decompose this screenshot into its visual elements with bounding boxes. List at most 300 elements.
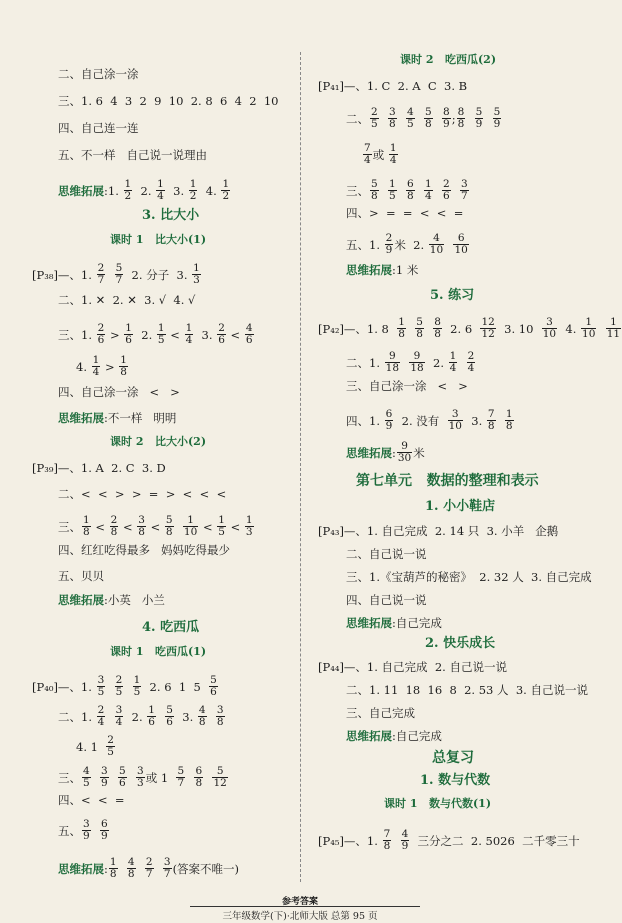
fraction [106,735,115,758]
numerator: 8 [443,106,450,118]
answer-text: 4. [76,359,91,374]
denominator: 6 [443,190,450,202]
fraction [156,179,165,202]
answer-line [346,179,470,202]
answer-text: [P₄₄]—、1. 自己完成 2. 自己说一说 [318,660,507,674]
fraction [165,705,174,728]
numerator: 1 [92,354,100,366]
answer-line [58,793,125,807]
answer-text: 五、 [58,823,81,838]
fraction [453,233,468,256]
denominator: 8 [109,868,117,880]
answer-text [452,184,459,198]
denominator: 9 [401,840,409,852]
fraction [424,179,433,202]
denominator: 9 [101,830,108,842]
denominator: 4 [467,362,475,374]
numerator: 3 [83,818,90,830]
numerator: 1 [449,350,457,362]
answer-text: > [106,327,124,342]
answer-line [346,683,588,697]
answer-line [346,441,425,464]
fraction [115,675,124,698]
numerator: 1 [185,322,193,334]
fraction [137,515,146,538]
numerator: 2 [97,262,105,274]
answer-text [445,238,452,252]
denominator: 18 [385,362,400,374]
answer-line [346,409,515,432]
answer-line [346,616,442,630]
denominator: 10 [183,526,198,538]
numerator: 5 [371,178,378,190]
numerator: 8 [457,106,465,118]
answer-text [175,520,182,534]
footer-rule [190,906,420,907]
answer-text [92,771,99,785]
answer-text: 5. 练习 [430,288,475,303]
answer-text [186,771,193,785]
fraction [409,351,424,374]
answer-text: < [226,327,244,342]
extension-label: 思维拓展 [346,616,392,630]
denominator: 9 [475,118,483,130]
answer-line [32,675,219,698]
answer-text: 2. 6 [442,321,480,336]
numerator: 3 [97,674,105,686]
answer-text [119,862,126,876]
answer-text: 二、自己涂一涂 [58,67,139,81]
answer-text [458,356,465,370]
answer-text [416,184,423,198]
answer-text: 4. [198,183,221,198]
fraction [97,675,106,698]
answer-text: 二、1. ✕ 2. ✕ 3. √ 4. √ [58,293,196,307]
extension-label: 思维拓展 [58,183,104,198]
denominator: 8 [195,777,203,789]
answer-text: :小英 小兰 [104,593,165,607]
answer-text: 3. 10 [496,321,541,336]
denominator: 4 [157,190,164,202]
answer-text: 二、1. [346,355,384,370]
fraction [433,317,442,340]
answer-text [392,834,399,848]
denominator: 5 [97,686,105,698]
numerator: 6 [101,818,108,830]
numerator: 4 [407,106,414,118]
answer-text: :1 米 [392,263,419,277]
numerator: 1 [389,178,396,190]
denominator: 8 [398,328,405,340]
answer-line [32,461,166,475]
answer-text: :1. [104,183,123,198]
fraction [100,819,109,842]
denominator: 9 [443,118,450,130]
answer-line [400,53,496,67]
denominator: 10 [582,328,596,340]
answer-text [204,771,211,785]
answer-line [58,323,255,346]
answer-text: [P₄₃]—、1. 自己完成 2. 14 只 3. 小羊 企鹅 [318,524,559,538]
numerator: 2 [110,514,118,526]
numerator: 1 [125,322,132,334]
denominator: 8 [487,420,495,432]
fraction [217,515,226,538]
answer-line [142,209,199,223]
numerator: 4 [127,856,135,868]
denominator: 30 [397,452,412,464]
answer-text: 2. 6 1 5 [142,679,209,694]
fraction [97,263,106,286]
fraction [115,263,124,286]
fraction [385,409,394,432]
numerator: 9 [413,350,421,362]
answer-text [401,356,408,370]
answer-text [398,184,405,198]
denominator: 10 [454,244,468,256]
answer-line [142,621,199,635]
answer-line [346,547,427,561]
answer-text: < [119,519,137,534]
answer-text: 四、1. [346,413,384,428]
fraction [82,766,91,789]
denominator: 11 [606,328,621,340]
numerator: 2 [371,106,378,118]
fraction [487,409,496,432]
answer-text: 二、1. 11 18 16 8 2. 53 人 3. 自己说一说 [346,683,588,697]
answer-line [58,857,239,880]
answer-text: 4. [558,321,581,336]
answer-line [76,735,116,758]
answer-text: [P₄₁]—、1. C 2. A C 3. B [318,79,468,93]
answer-line [346,706,415,720]
answer-line [58,543,230,557]
answer-text: 五、1. [346,237,384,252]
fraction [493,107,502,130]
answer-text [124,680,131,694]
answer-line [318,79,467,93]
answer-text [497,414,504,428]
fraction [424,107,433,130]
extension-label: 思维拓展 [346,729,392,743]
fraction [216,705,225,728]
denominator: 8 [83,526,90,538]
numerator: 2 [467,350,475,362]
answer-line [346,263,418,277]
answer-text: 二、1. [58,709,96,724]
numerator: 3 [163,856,171,868]
numerator: 4 [198,704,206,716]
numerator: 3 [138,514,145,526]
numerator: 7 [364,142,371,154]
numerator: 4 [433,232,440,244]
fraction [147,705,156,728]
answer-text: < [91,519,109,534]
answer-text: 2. [133,183,156,198]
answer-text: 4. 1 [76,739,106,754]
answer-text: [P₃₈]—、1. [32,267,96,282]
numerator: 3 [451,408,459,420]
fraction [415,317,424,340]
fraction [245,515,254,538]
answer-text: 4. 吃西瓜 [142,620,200,635]
denominator: 10 [448,420,462,432]
footer-header: 参考答案 [281,897,318,907]
numerator: 3 [216,704,224,716]
denominator: 7 [115,274,123,286]
fraction [406,179,415,202]
denominator: 5 [407,118,414,130]
denominator: 8 [407,190,414,202]
numerator: 5 [216,765,224,777]
fraction [397,441,412,464]
answer-line [110,645,206,659]
answer-text: 3. [463,413,486,428]
fraction [92,355,101,378]
denominator: 12 [481,328,495,340]
answer-text: 2. 快乐成长 [425,636,496,651]
numerator: 1 [189,178,197,190]
answer-text: < [166,327,184,342]
denominator: 7 [177,777,185,789]
fraction [505,409,514,432]
numerator: 5 [475,106,483,118]
numerator: 5 [165,514,173,526]
answer-text: 或 1 [145,770,176,785]
numerator: 5 [177,765,185,777]
numerator: 1 [389,142,397,154]
answer-text [110,771,117,785]
answer-text: 三、自己涂一涂 < > [346,379,468,393]
answer-text: 五、不一样 自己说一说理由 [58,148,207,162]
fraction [198,705,207,728]
denominator: 5 [218,526,225,538]
answer-line [318,829,580,852]
extension-label: 思维拓展 [346,445,392,460]
denominator: 8 [110,526,118,538]
denominator: 3 [193,274,200,286]
fraction [100,766,109,789]
fraction [388,179,397,202]
numerator: 1 [193,262,200,274]
answer-line [346,206,463,220]
answer-text: < [226,519,244,534]
fraction [429,233,444,256]
denominator: 6 [210,686,217,698]
fraction [110,515,119,538]
answer-text [398,112,405,126]
answer-text: 二、 [346,111,369,126]
numerator: 3 [137,765,144,777]
fraction [115,705,124,728]
denominator: 10 [429,244,444,256]
answer-text: 四、自己连一连 [58,121,139,135]
answer-line [432,751,474,765]
denominator: 9 [385,420,393,432]
answer-text [434,112,441,126]
denominator: 8 [165,526,173,538]
denominator: 6 [97,334,105,346]
answer-text: 三、1. [58,327,96,342]
denominator: 4 [425,190,432,202]
answer-line [318,660,507,674]
answer-text: 四、自己涂一涂 < > [58,385,180,399]
answer-text: 四、红红吃得最多 妈妈吃得最少 [58,543,230,557]
answer-text: 课时 1 比大小(1) [110,233,207,246]
answer-text [106,680,113,694]
extension-label: 思维拓展 [58,593,104,607]
numerator: 1 [157,322,165,334]
fraction [389,143,398,166]
numerator: 5 [115,262,123,274]
numerator: 1 [398,316,405,328]
numerator: 2 [145,856,153,868]
fraction [221,179,230,202]
answer-text: < [146,519,164,534]
numerator: 2 [107,734,114,746]
denominator: 9 [385,244,393,256]
answer-text: 三分之二 2. 5026 二千零三十 [410,833,580,848]
answer-line [58,487,226,501]
numerator: 3 [389,106,396,118]
answer-line [58,515,255,538]
answer-text [92,824,99,838]
answer-text: 第七单元 数据的整理和表示 [356,473,539,489]
answer-text: 四、< < = [58,793,125,807]
answer-text [155,862,162,876]
denominator: 8 [416,328,423,340]
numerator: 2 [218,322,225,334]
answer-text: 2. 分子 3. [124,267,192,282]
numerator: 5 [210,674,217,686]
fraction [217,323,226,346]
fraction [581,317,596,340]
numerator: 5 [493,106,501,118]
denominator: 5 [389,190,396,202]
fraction [209,675,218,698]
answer-line [425,637,495,651]
fraction [370,179,379,202]
denominator: 4 [389,154,397,166]
answer-line [425,500,495,514]
numerator: 2 [97,704,105,716]
numerator: 6 [385,408,393,420]
numerator: 9 [401,440,408,452]
answer-line [318,524,558,538]
fraction [212,766,227,789]
answer-text [466,112,473,126]
denominator: 10 [542,328,557,340]
answer-text [106,268,113,282]
answer-text: 课时 2 吃西瓜(2) [400,53,497,66]
denominator: 8 [371,190,378,202]
denominator: 7 [145,868,153,880]
numerator: 9 [388,350,396,362]
fraction [442,107,451,130]
numerator: 1 [120,354,127,366]
denominator: 8 [434,328,441,340]
answer-text: :自己完成 [392,729,442,743]
fraction [363,143,372,166]
answer-line [58,148,207,162]
numerator: 7 [383,828,391,840]
fraction [124,179,133,202]
answer-line [58,385,180,399]
answer-line [346,593,427,607]
answer-text: [P₄₅]—、1. [318,833,382,848]
numerator: 4 [401,828,409,840]
numerator: 1 [109,856,117,868]
fraction [119,355,128,378]
answer-line [58,819,110,842]
denominator: 4 [449,362,457,374]
numerator: 5 [425,106,432,118]
denominator: 12 [213,777,227,789]
answer-text [137,862,144,876]
denominator: 5 [157,334,165,346]
fraction [401,829,410,852]
numerator: 1 [222,178,230,190]
answer-text: 三、 [346,183,369,198]
numerator: 1 [218,514,225,526]
fraction [118,766,127,789]
answer-text [208,710,215,724]
fraction [157,323,166,346]
denominator: 18 [410,362,424,374]
denominator: 8 [138,526,145,538]
numerator: 12 [481,316,495,328]
denominator: 9 [83,830,90,842]
answer-line [58,569,104,583]
answer-line [58,411,176,425]
answer-text: :自己完成 [392,616,442,630]
fraction [185,323,194,346]
answer-text: 米 [413,445,425,460]
fraction [385,233,394,256]
numerator: 1 [610,316,617,328]
answer-line [356,474,539,488]
answer-text [157,710,164,724]
denominator: 8 [505,420,513,432]
footer-text: 三年级数学(下)·北师大版 总第 95 页 [222,911,378,922]
fraction [480,317,495,340]
fraction [82,515,91,538]
answer-text: 1. 数与代数 [420,773,491,788]
answer-text [425,322,432,336]
denominator: 5 [371,118,378,130]
answer-text: 二、< < > > = > < < < [58,487,227,501]
answer-text: 3. [165,183,188,198]
fraction [194,766,203,789]
numerator: 1 [83,514,90,526]
answer-text [597,322,604,336]
answer-text [407,322,414,336]
numerator: 1 [585,316,593,328]
fraction [163,857,172,880]
fraction [383,829,392,852]
answer-text [380,184,387,198]
answer-text: 米 2. [394,237,428,252]
numerator: 3 [115,704,123,716]
fraction [245,323,254,346]
fraction [189,179,198,202]
answer-text: 3. [194,327,217,342]
fraction [467,351,476,374]
numerator: 1 [157,178,164,190]
denominator: 6 [148,716,155,728]
answer-text [434,184,441,198]
denominator: 4 [92,366,100,378]
